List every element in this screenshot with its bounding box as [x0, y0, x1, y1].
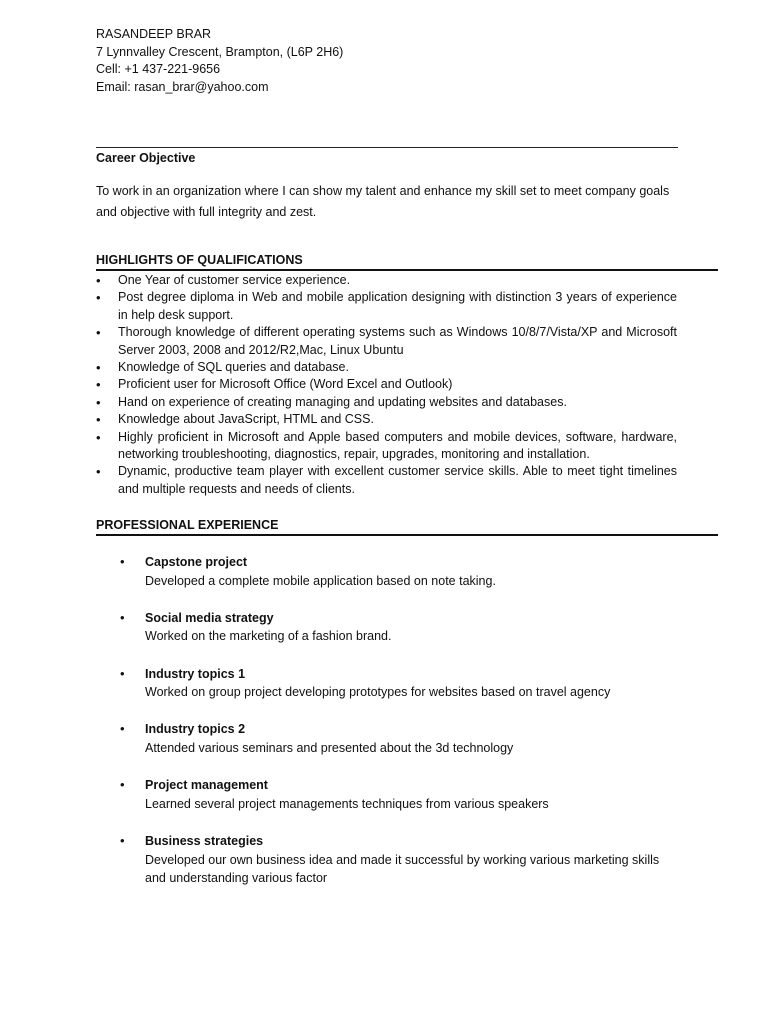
- highlights-list: [96, 272, 677, 498]
- experience-title: Project management: [145, 778, 268, 793]
- highlight-item: [96, 411, 677, 428]
- experience-description: Developed our own business idea and made it successful by working various marketing skills and understanding various factor: [145, 852, 660, 886]
- highlight-text: Knowledge about JavaScript, HTML and CSS.: [118, 412, 374, 427]
- highlight-item: [96, 463, 677, 498]
- career-objective-heading: Career Objective: [96, 151, 196, 165]
- highlight-text: Hand on experience of creating managing and updating websites and databases.: [118, 394, 567, 409]
- header-divider: [96, 147, 678, 148]
- bullet-icon: •: [120, 554, 125, 569]
- bullet-icon: •: [96, 325, 101, 341]
- bullet-icon: •: [96, 377, 101, 393]
- highlight-item: [96, 324, 677, 359]
- phone-line: Cell: +1 437-221-9656: [96, 62, 221, 76]
- highlight-text: Dynamic, productive team player with excellent customer service skills. Able to meet tight timelines and multiple requests and needs of clients.: [118, 464, 677, 496]
- experience-title: Industry topics 1: [145, 666, 246, 681]
- highlights-heading: HIGHLIGHTS OF QUALIFICATIONS: [96, 253, 303, 267]
- highlight-text: Highly proficient in Microsoft and Apple based computers and mobile devices, software, hardware, networking troubleshooting, diagnostics, repair, upgrades, monitoring and installation.: [118, 429, 677, 462]
- experience-description: Attended various seminars and presented about the 3d technology: [145, 740, 514, 755]
- highlight-text: Thorough knowledge of different operating systems such as Windows 10/8/7/Vista/XP and Microsoft Server 2003, 2008 and 2012/R2,Mac, Linux Ubuntu: [118, 325, 677, 357]
- experience-title: Business strategies: [145, 833, 264, 848]
- highlight-text: Post degree diploma in Web and mobile application designing with distinction 3 years of experience in help desk support.: [118, 290, 677, 322]
- experience-description: Worked on the marketing of a fashion brand.: [145, 629, 392, 644]
- experience-list: [120, 553, 680, 906]
- highlight-item: [96, 359, 677, 376]
- highlights-divider: [96, 269, 718, 271]
- experience-divider: [96, 534, 718, 536]
- experience-description: Developed a complete mobile application based on note taking.: [145, 573, 496, 588]
- bullet-icon: •: [96, 394, 101, 410]
- address-line: 7 Lynnvalley Crescent, Brampton, (L6P 2H6): [96, 44, 344, 59]
- bullet-icon: •: [120, 721, 125, 737]
- highlight-text: Knowledge of SQL queries and database.: [118, 360, 349, 375]
- bullet-icon: •: [96, 429, 101, 445]
- highlight-text: Proficient user for Microsoft Office (Word Excel and Outlook): [118, 377, 453, 392]
- highlight-item: [96, 394, 677, 411]
- experience-heading: PROFESSIONAL EXPERIENCE: [96, 518, 279, 532]
- bullet-icon: •: [120, 665, 125, 681]
- bullet-icon: •: [96, 290, 101, 306]
- bullet-icon: •: [96, 464, 101, 480]
- bullet-icon: •: [96, 360, 101, 376]
- highlight-item: [96, 289, 677, 324]
- candidate-name: RASANDEEP BRAR: [96, 27, 212, 41]
- highlight-item: [96, 272, 677, 289]
- experience-title: Social media strategy: [145, 610, 274, 625]
- bullet-icon: •: [120, 777, 125, 793]
- email-line: Email: rasan_brar@yahoo.com: [96, 79, 269, 94]
- bullet-icon: •: [96, 412, 101, 428]
- career-objective-text: To work in an organization where I can show my talent and enhance my skill set to meet company goals and objective with full integrity and zest.: [96, 184, 670, 219]
- experience-description: Learned several project managements techniques from various speakers: [145, 796, 549, 811]
- experience-item: [120, 553, 680, 590]
- experience-title: Industry topics 2: [145, 722, 246, 737]
- highlight-text: One Year of customer service experience.: [118, 273, 351, 287]
- experience-title: Capstone project: [145, 555, 248, 569]
- experience-item: [120, 776, 680, 813]
- contact-block: [96, 26, 718, 96]
- highlight-item: [96, 429, 677, 464]
- highlight-item: [96, 376, 677, 393]
- bullet-icon: •: [120, 609, 125, 625]
- experience-description: Worked on group project developing prototypes for websites based on travel agency: [145, 685, 611, 700]
- experience-item: [120, 665, 680, 702]
- experience-item: [120, 609, 680, 646]
- bullet-icon: •: [120, 832, 125, 848]
- bullet-icon: •: [96, 273, 101, 288]
- experience-item: [120, 720, 680, 757]
- experience-item: [120, 832, 680, 888]
